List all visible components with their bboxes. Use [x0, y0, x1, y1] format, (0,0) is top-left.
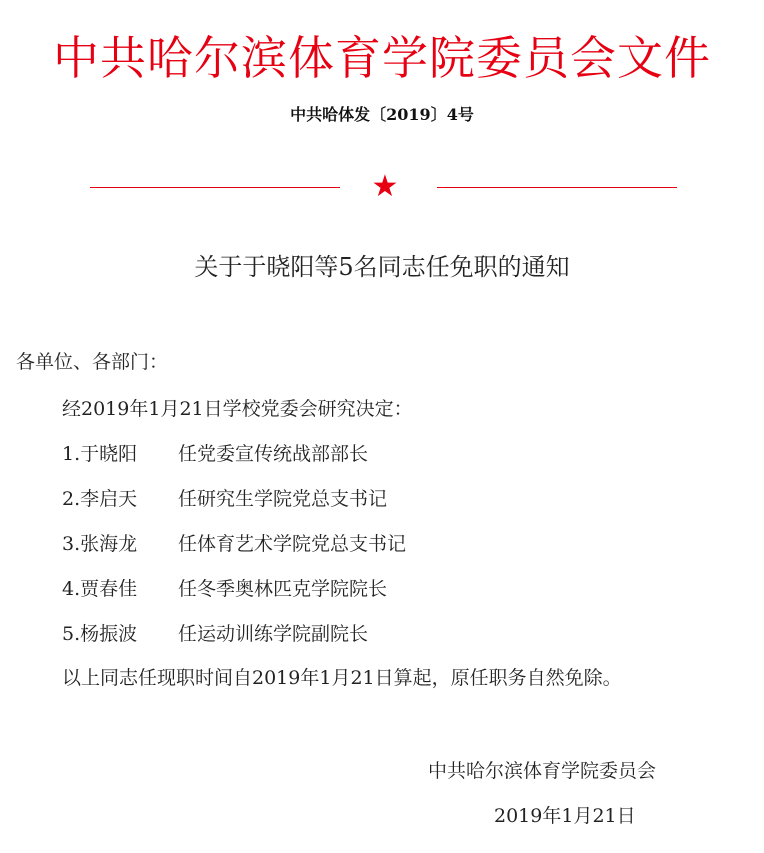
appointment-post: 任运动训练学院副院长	[178, 623, 369, 645]
closing-paragraph: 以上同志任现职时间自2019年1月21日算起，原任职务自然免除。	[62, 667, 622, 689]
salutation: 各单位、各部门：	[16, 351, 169, 373]
appointment-person: 4.贾春佳	[62, 578, 138, 600]
appointment-person: 3.张海龙	[62, 533, 138, 555]
intro-paragraph: 经2019年1月21日学校党委会研究决定：	[62, 398, 413, 420]
notice-title: 关于于晓阳等5名同志任免职的通知	[194, 253, 570, 281]
signer: 中共哈尔滨体育学院委员会	[428, 760, 657, 782]
appointment-post: 任研究生学院党总支书记	[178, 488, 388, 510]
appointment-person: 1.于晓阳	[62, 443, 138, 465]
appointment-item	[62, 620, 368, 648]
document-number: 中共哈体发〔2019〕4号	[290, 105, 474, 124]
header-divider-left	[90, 187, 340, 188]
signature-date: 2019年1月21日	[494, 805, 636, 827]
appointment-person: 5.杨振波	[62, 623, 138, 645]
document-header-title: 中共哈尔滨体育学院委员会文件	[53, 31, 711, 85]
appointment-item	[62, 440, 368, 468]
appointment-item	[62, 575, 387, 603]
star-icon: ★	[371, 169, 399, 204]
appointment-item	[62, 530, 406, 558]
appointment-post: 任党委宣传统战部部长	[178, 443, 369, 465]
appointment-post: 任体育艺术学院党总支书记	[178, 533, 407, 555]
header-divider-right	[437, 187, 677, 188]
appointment-item	[62, 485, 387, 513]
appointment-post: 任冬季奥林匹克学院院长	[178, 578, 388, 600]
appointment-person: 2.李启天	[62, 488, 138, 510]
